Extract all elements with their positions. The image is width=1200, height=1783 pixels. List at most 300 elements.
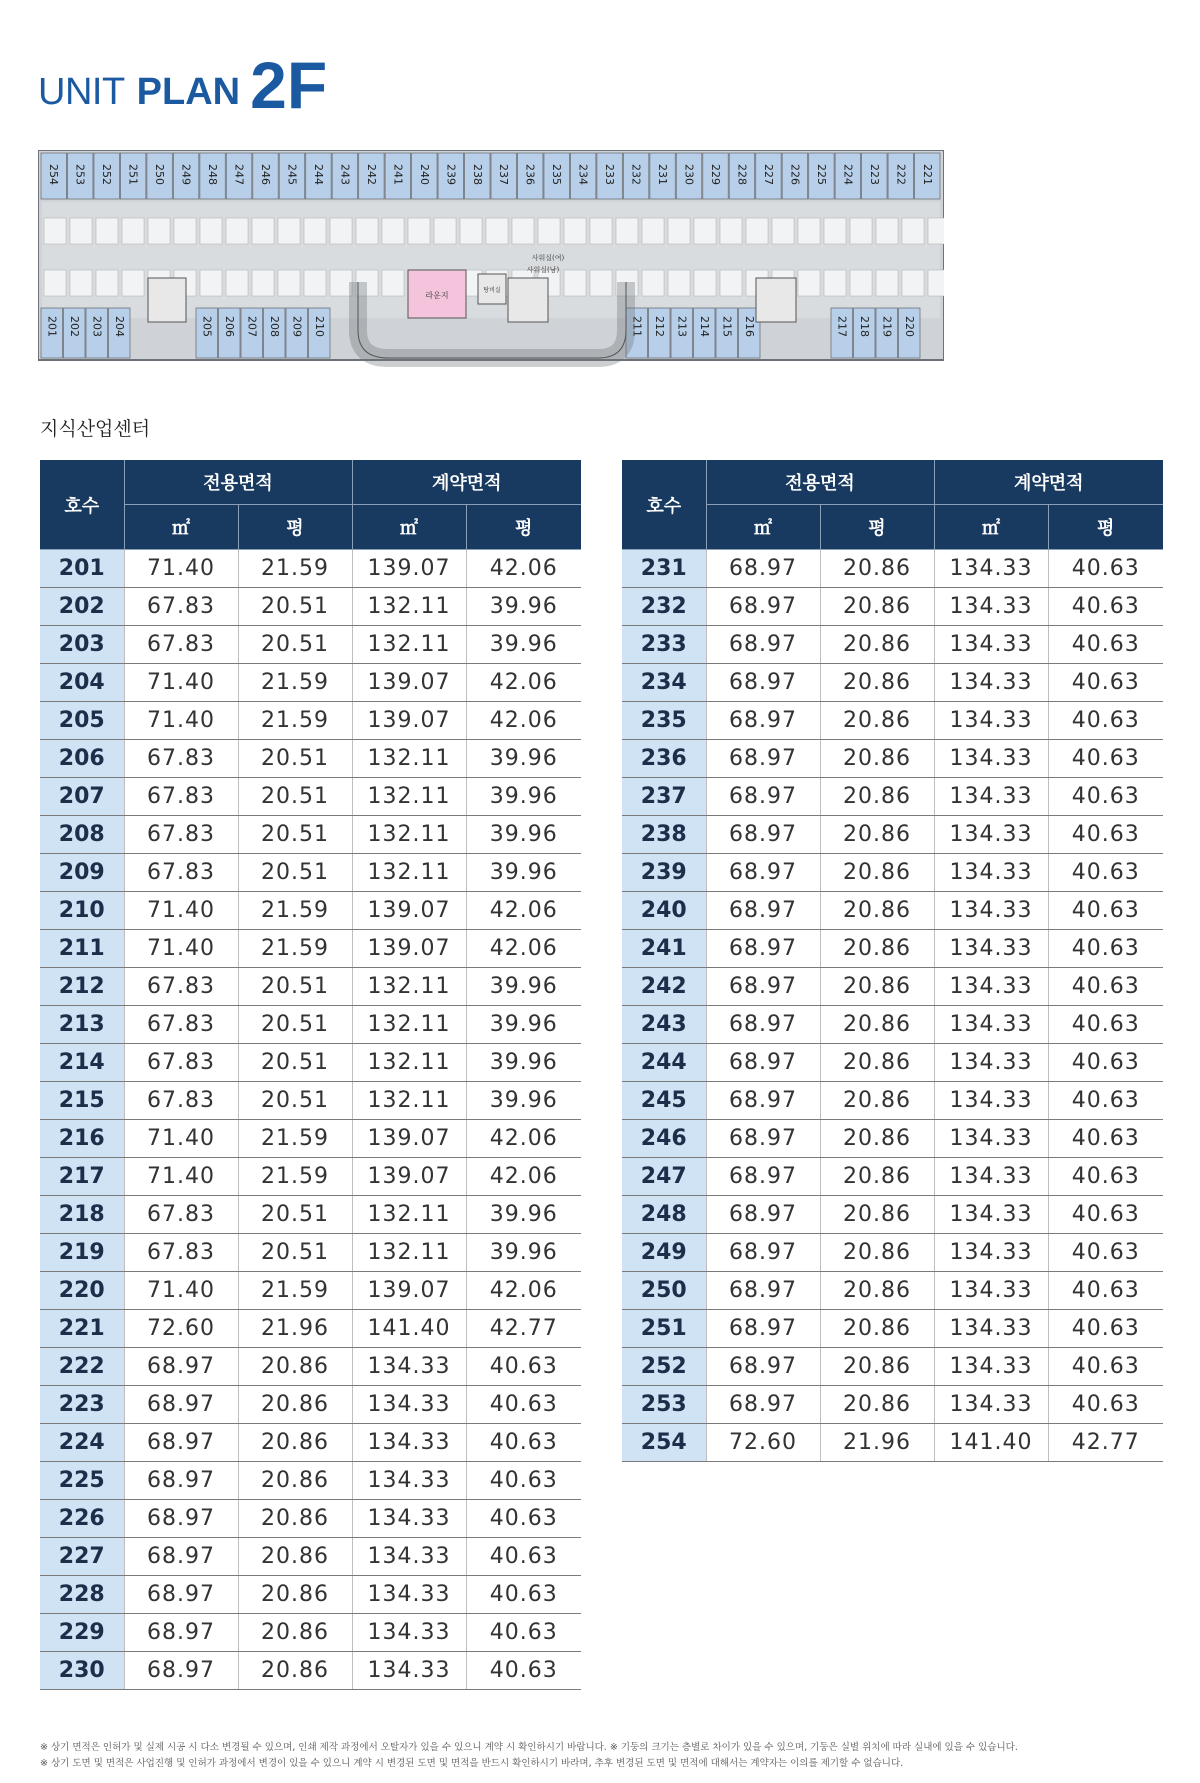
unit-label: 237: [497, 164, 511, 185]
exclusive-pyeong: 20.51: [238, 1234, 352, 1272]
exclusive-pyeong: 20.51: [238, 1044, 352, 1082]
unit-label: 230: [682, 164, 696, 185]
table-row: [622, 1006, 1163, 1044]
title-plan: PLAN: [136, 71, 241, 113]
exclusive-sqm: 68.97: [124, 1500, 238, 1538]
unit-area-table-right: [622, 460, 1163, 1462]
exclusive-sqm: 68.97: [124, 1348, 238, 1386]
core-stair: [148, 278, 186, 322]
unit-number: 202: [40, 588, 124, 626]
unit-number: 218: [40, 1196, 124, 1234]
header-pyeong: 평: [1048, 505, 1163, 550]
parking-stall: [122, 270, 144, 296]
table-row: [40, 550, 581, 588]
exclusive-sqm: 68.97: [706, 550, 820, 588]
contract-sqm: 134.33: [352, 1538, 466, 1576]
exclusive-sqm: 68.97: [706, 1310, 820, 1348]
unit-label: 226: [788, 164, 802, 185]
exclusive-sqm: 68.97: [706, 1044, 820, 1082]
parking-stall: [824, 270, 846, 296]
unit-number: 245: [622, 1082, 706, 1120]
contract-sqm: 139.07: [352, 892, 466, 930]
parking-stall: [434, 218, 456, 244]
unit-number: 242: [622, 968, 706, 1006]
unit-number: 230: [40, 1652, 124, 1690]
parking-stall: [382, 218, 404, 244]
unit-label: 251: [126, 164, 140, 185]
contract-pyeong: 40.63: [1048, 1272, 1163, 1310]
exclusive-sqm: 68.97: [124, 1424, 238, 1462]
contract-sqm: 132.11: [352, 816, 466, 854]
exclusive-pyeong: 20.86: [238, 1614, 352, 1652]
unit-number: 239: [622, 854, 706, 892]
unit-number: 248: [622, 1196, 706, 1234]
exclusive-pyeong: 20.86: [820, 930, 934, 968]
parking-stall: [356, 218, 378, 244]
exclusive-pyeong: 20.86: [820, 588, 934, 626]
contract-pyeong: 40.63: [1048, 702, 1163, 740]
unit-label: 218: [857, 316, 871, 337]
contract-pyeong: 40.63: [1048, 1386, 1163, 1424]
exclusive-sqm: 68.97: [706, 1234, 820, 1272]
exclusive-sqm: 68.97: [124, 1652, 238, 1690]
exclusive-pyeong: 20.86: [238, 1576, 352, 1614]
exclusive-pyeong: 20.51: [238, 778, 352, 816]
exclusive-sqm: 67.83: [124, 1082, 238, 1120]
exclusive-sqm: 71.40: [124, 664, 238, 702]
unit-label: 206: [222, 316, 236, 337]
parking-stall: [174, 218, 196, 244]
contract-pyeong: 40.63: [1048, 1348, 1163, 1386]
exclusive-sqm: 68.97: [706, 1120, 820, 1158]
exclusive-pyeong: 20.86: [820, 1196, 934, 1234]
exclusive-sqm: 72.60: [124, 1310, 238, 1348]
contract-sqm: 139.07: [352, 930, 466, 968]
unit-number: 223: [40, 1386, 124, 1424]
header-pyeong: 평: [466, 505, 581, 550]
parking-stall: [304, 218, 326, 244]
parking-stall: [902, 270, 924, 296]
contract-pyeong: 40.63: [466, 1500, 581, 1538]
exclusive-pyeong: 20.86: [820, 968, 934, 1006]
table-row: [622, 588, 1163, 626]
parking-stall: [590, 270, 612, 296]
utility-label: 탕비실: [483, 287, 501, 294]
exclusive-sqm: 68.97: [124, 1576, 238, 1614]
parking-stall: [928, 270, 944, 296]
parking-stall: [278, 270, 300, 296]
exclusive-pyeong: 21.59: [238, 1272, 352, 1310]
header-sqm: ㎡: [124, 505, 238, 550]
contract-pyeong: 40.63: [466, 1538, 581, 1576]
unit-number: 232: [622, 588, 706, 626]
unit-number: 225: [40, 1462, 124, 1500]
exclusive-sqm: 67.83: [124, 626, 238, 664]
exclusive-pyeong: 20.86: [820, 1386, 934, 1424]
unit-number: 217: [40, 1158, 124, 1196]
unit-label: 217: [835, 316, 849, 337]
lounge-label: 라운지: [425, 291, 449, 300]
contract-pyeong: 42.06: [466, 930, 581, 968]
contract-pyeong: 40.63: [1048, 664, 1163, 702]
contract-sqm: 132.11: [352, 854, 466, 892]
parking-stall: [538, 218, 560, 244]
contract-sqm: 132.11: [352, 778, 466, 816]
exclusive-sqm: 72.60: [706, 1424, 820, 1462]
table-row: [40, 1196, 581, 1234]
table-row: [622, 1234, 1163, 1272]
parking-stall: [772, 218, 794, 244]
exclusive-sqm: 71.40: [124, 1120, 238, 1158]
unit-number: 221: [40, 1310, 124, 1348]
parking-stall: [252, 270, 274, 296]
unit-number: 220: [40, 1272, 124, 1310]
exclusive-pyeong: 20.51: [238, 968, 352, 1006]
unit-number: 243: [622, 1006, 706, 1044]
exclusive-sqm: 68.97: [124, 1386, 238, 1424]
table-row: [622, 930, 1163, 968]
table-row: [622, 816, 1163, 854]
unit-label: 213: [675, 316, 689, 337]
unit-label: 203: [90, 316, 104, 337]
unit-label: 225: [814, 164, 828, 185]
unit-label: 246: [259, 164, 272, 185]
unit-number: 209: [40, 854, 124, 892]
unit-number: 210: [40, 892, 124, 930]
exclusive-pyeong: 21.59: [238, 930, 352, 968]
table-row: [622, 1272, 1163, 1310]
unit-number: 219: [40, 1234, 124, 1272]
footnotes: [40, 1740, 1018, 1772]
header-sqm: ㎡: [352, 505, 466, 550]
contract-pyeong: 42.77: [1048, 1424, 1163, 1462]
exclusive-pyeong: 20.86: [238, 1424, 352, 1462]
table-row: [622, 1082, 1163, 1120]
parking-stall: [720, 270, 742, 296]
contract-pyeong: 39.96: [466, 1006, 581, 1044]
exclusive-sqm: 68.97: [706, 1386, 820, 1424]
unit-number: 237: [622, 778, 706, 816]
core-stair: [756, 278, 796, 322]
parking-stall: [902, 218, 924, 244]
exclusive-pyeong: 20.51: [238, 626, 352, 664]
table-row: [40, 778, 581, 816]
unit-label: 228: [735, 164, 749, 185]
header-pyeong: 평: [238, 505, 352, 550]
header-pyeong: 평: [820, 505, 934, 550]
exclusive-sqm: 67.83: [124, 854, 238, 892]
contract-pyeong: 39.96: [466, 1082, 581, 1120]
unit-number: 207: [40, 778, 124, 816]
exclusive-sqm: 68.97: [124, 1538, 238, 1576]
contract-sqm: 139.07: [352, 1272, 466, 1310]
exclusive-pyeong: 20.86: [820, 664, 934, 702]
exclusive-sqm: 67.83: [124, 816, 238, 854]
header-exclusive: 전용면적: [706, 460, 934, 505]
parking-stall: [44, 270, 66, 296]
parking-stall: [642, 270, 664, 296]
unit-number: 250: [622, 1272, 706, 1310]
contract-sqm: 134.33: [352, 1424, 466, 1462]
exclusive-sqm: 68.97: [706, 664, 820, 702]
unit-label: 216: [742, 316, 756, 337]
contract-sqm: 134.33: [934, 1348, 1048, 1386]
unit-label: 222: [894, 164, 908, 185]
exclusive-sqm: 68.97: [124, 1614, 238, 1652]
table-row: [622, 1158, 1163, 1196]
parking-stall: [486, 218, 508, 244]
unit-number: 235: [622, 702, 706, 740]
table-row: [40, 1310, 581, 1348]
contract-sqm: 134.33: [934, 664, 1048, 702]
parking-stall: [564, 270, 586, 296]
table-row: [622, 740, 1163, 778]
contract-pyeong: 42.06: [466, 702, 581, 740]
exclusive-pyeong: 20.86: [820, 1044, 934, 1082]
contract-sqm: 134.33: [352, 1652, 466, 1690]
table-row: [622, 854, 1163, 892]
contract-pyeong: 40.63: [1048, 968, 1163, 1006]
unit-number: 216: [40, 1120, 124, 1158]
restroom-m-label: 사워실(남): [526, 266, 560, 274]
contract-sqm: 134.33: [352, 1348, 466, 1386]
unit-label: 214: [697, 316, 711, 337]
unit-label: 248: [206, 164, 220, 185]
unit-number: 204: [40, 664, 124, 702]
contract-sqm: 132.11: [352, 1006, 466, 1044]
unit-label: 245: [285, 164, 299, 185]
unit-number: 208: [40, 816, 124, 854]
table-row: [40, 1614, 581, 1652]
table-row: [40, 1006, 581, 1044]
unit-number: 241: [622, 930, 706, 968]
unit-number: 215: [40, 1082, 124, 1120]
exclusive-sqm: 68.97: [706, 892, 820, 930]
unit-number: 240: [622, 892, 706, 930]
exclusive-sqm: 71.40: [124, 1272, 238, 1310]
exclusive-sqm: 68.97: [706, 930, 820, 968]
contract-sqm: 134.33: [934, 740, 1048, 778]
exclusive-sqm: 67.83: [124, 1234, 238, 1272]
parking-stall: [226, 218, 248, 244]
parking-stall: [668, 270, 690, 296]
unit-number: 247: [622, 1158, 706, 1196]
exclusive-pyeong: 20.86: [820, 740, 934, 778]
exclusive-sqm: 68.97: [124, 1462, 238, 1500]
exclusive-pyeong: 20.86: [238, 1462, 352, 1500]
unit-number: 233: [622, 626, 706, 664]
contract-sqm: 141.40: [352, 1310, 466, 1348]
contract-pyeong: 40.63: [1048, 1120, 1163, 1158]
contract-sqm: 134.33: [934, 1234, 1048, 1272]
header-sqm: ㎡: [706, 505, 820, 550]
unit-label: 253: [73, 164, 87, 185]
unit-label: 243: [338, 164, 352, 185]
header-contract: 계약면적: [352, 460, 581, 505]
table-row: [622, 1348, 1163, 1386]
table-row: [40, 1652, 581, 1690]
contract-pyeong: 40.63: [1048, 550, 1163, 588]
exclusive-pyeong: 20.86: [820, 550, 934, 588]
unit-number: 244: [622, 1044, 706, 1082]
table-row: [40, 1386, 581, 1424]
unit-number: 252: [622, 1348, 706, 1386]
exclusive-sqm: 68.97: [706, 1158, 820, 1196]
unit-label: 201: [45, 316, 59, 337]
contract-sqm: 134.33: [934, 1196, 1048, 1234]
table-row: [40, 1538, 581, 1576]
table-row: [622, 1044, 1163, 1082]
contract-sqm: 134.33: [934, 1044, 1048, 1082]
exclusive-pyeong: 21.59: [238, 550, 352, 588]
unit-label: 239: [444, 164, 458, 185]
unit-label: 249: [179, 164, 193, 185]
contract-sqm: 134.33: [934, 1386, 1048, 1424]
contract-pyeong: 40.63: [1048, 1310, 1163, 1348]
unit-label: 254: [47, 164, 61, 185]
contract-pyeong: 40.63: [466, 1386, 581, 1424]
header-unit: 호수: [40, 460, 124, 550]
unit-number: 246: [622, 1120, 706, 1158]
restroom-f-label: 사워실(여): [531, 254, 565, 262]
table-row: [40, 1500, 581, 1538]
parking-stall: [876, 218, 898, 244]
table-row: [622, 892, 1163, 930]
exclusive-pyeong: 21.59: [238, 664, 352, 702]
contract-pyeong: 40.63: [466, 1348, 581, 1386]
contract-sqm: 134.33: [934, 968, 1048, 1006]
contract-pyeong: 40.63: [1048, 1158, 1163, 1196]
parking-stall: [408, 218, 430, 244]
contract-sqm: 132.11: [352, 968, 466, 1006]
exclusive-pyeong: 20.86: [820, 816, 934, 854]
unit-label: 238: [470, 164, 484, 185]
contract-sqm: 132.11: [352, 1234, 466, 1272]
parking-stall: [96, 270, 118, 296]
contract-pyeong: 42.06: [466, 1120, 581, 1158]
exclusive-pyeong: 21.96: [820, 1424, 934, 1462]
contract-pyeong: 39.96: [466, 588, 581, 626]
parking-stall: [70, 218, 92, 244]
table-row: [622, 1120, 1163, 1158]
floor-plan: [38, 150, 944, 380]
unit-label: 236: [523, 164, 537, 185]
contract-sqm: 132.11: [352, 740, 466, 778]
table-row: [622, 702, 1163, 740]
table-row: [40, 1272, 581, 1310]
table-body: [622, 550, 1163, 1462]
unit-label: 223: [867, 164, 881, 185]
unit-number: 231: [622, 550, 706, 588]
unit-label: 240: [417, 164, 431, 185]
exclusive-sqm: 71.40: [124, 550, 238, 588]
exclusive-sqm: 68.97: [706, 816, 820, 854]
exclusive-pyeong: 20.86: [820, 1120, 934, 1158]
exclusive-pyeong: 20.86: [238, 1500, 352, 1538]
exclusive-pyeong: 20.86: [820, 778, 934, 816]
exclusive-pyeong: 20.51: [238, 740, 352, 778]
parking-stall: [512, 218, 534, 244]
table-row: [40, 626, 581, 664]
page-title: [38, 48, 328, 122]
unit-number: 214: [40, 1044, 124, 1082]
contract-sqm: 134.33: [934, 626, 1048, 664]
parking-stall: [122, 218, 144, 244]
contract-sqm: 134.33: [934, 1120, 1048, 1158]
contract-sqm: 132.11: [352, 1082, 466, 1120]
parking-stall: [798, 218, 820, 244]
unit-number: 226: [40, 1500, 124, 1538]
contract-sqm: 134.33: [352, 1462, 466, 1500]
table-row: [40, 1576, 581, 1614]
contract-pyeong: 40.63: [1048, 588, 1163, 626]
unit-label: 234: [576, 164, 590, 185]
exclusive-pyeong: 20.86: [238, 1386, 352, 1424]
contract-sqm: 134.33: [352, 1576, 466, 1614]
unit-number: 227: [40, 1538, 124, 1576]
unit-label: 224: [841, 164, 855, 185]
parking-stall: [226, 270, 248, 296]
parking-stall: [200, 270, 222, 296]
unit-number: 213: [40, 1006, 124, 1044]
table-row: [40, 816, 581, 854]
table-row: [40, 854, 581, 892]
table-row: [622, 1310, 1163, 1348]
exclusive-sqm: 71.40: [124, 892, 238, 930]
contract-pyeong: 42.06: [466, 1158, 581, 1196]
contract-sqm: 132.11: [352, 1044, 466, 1082]
parking-stall: [876, 270, 898, 296]
contract-pyeong: 40.63: [466, 1462, 581, 1500]
header-contract: 계약면적: [934, 460, 1163, 505]
table-row: [40, 1044, 581, 1082]
unit-label: 207: [245, 316, 259, 337]
header-sqm: ㎡: [934, 505, 1048, 550]
unit-label: 202: [67, 316, 81, 337]
contract-sqm: 134.33: [934, 1310, 1048, 1348]
exclusive-sqm: 67.83: [124, 778, 238, 816]
parking-stall: [850, 270, 872, 296]
unit-label: 235: [550, 164, 564, 185]
contract-pyeong: 42.77: [466, 1310, 581, 1348]
parking-stall: [824, 218, 846, 244]
contract-sqm: 134.33: [934, 1006, 1048, 1044]
contract-pyeong: 40.63: [466, 1424, 581, 1462]
contract-pyeong: 40.63: [1048, 1234, 1163, 1272]
table-row: [40, 588, 581, 626]
exclusive-sqm: 67.83: [124, 740, 238, 778]
exclusive-pyeong: 20.86: [820, 1158, 934, 1196]
unit-label: 221: [920, 164, 934, 185]
unit-number: 206: [40, 740, 124, 778]
unit-number: 234: [622, 664, 706, 702]
exclusive-pyeong: 20.86: [820, 892, 934, 930]
unit-label: 229: [709, 164, 722, 185]
unit-number: 211: [40, 930, 124, 968]
exclusive-sqm: 68.97: [706, 588, 820, 626]
contract-pyeong: 39.96: [466, 740, 581, 778]
unit-label: 244: [311, 164, 325, 185]
contract-pyeong: 39.96: [466, 626, 581, 664]
contract-sqm: 141.40: [934, 1424, 1048, 1462]
unit-number: 224: [40, 1424, 124, 1462]
exclusive-pyeong: 20.86: [820, 1310, 934, 1348]
unit-label: 247: [232, 164, 246, 185]
unit-label: 208: [267, 316, 281, 337]
exclusive-pyeong: 20.86: [820, 854, 934, 892]
header-exclusive: 전용면적: [124, 460, 352, 505]
exclusive-sqm: 67.83: [124, 1006, 238, 1044]
